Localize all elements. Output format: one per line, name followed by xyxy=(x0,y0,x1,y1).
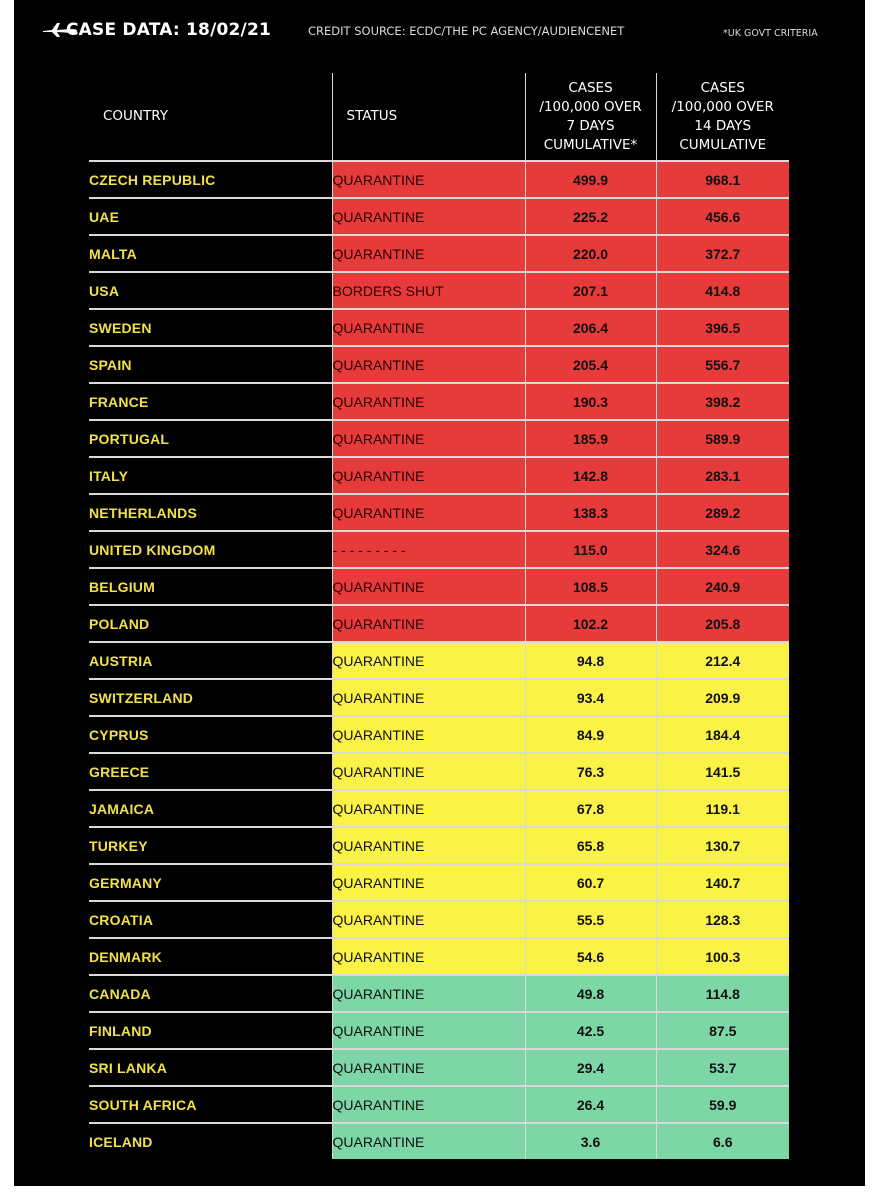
column-header-cases-7-days xyxy=(525,73,656,161)
header-line: CASES xyxy=(568,79,613,96)
cases-7-days-cell: 94.8 xyxy=(525,642,656,679)
cases-14-days-cell: 240.9 xyxy=(656,568,789,605)
column-header-cases-14-days xyxy=(656,73,789,161)
header-line: CUMULATIVE xyxy=(679,136,767,153)
table-row xyxy=(89,346,789,383)
cases-7-days-cell: 205.4 xyxy=(525,346,656,383)
cases-7-days-cell: 60.7 xyxy=(525,864,656,901)
status-cell: QUARANTINE xyxy=(332,346,525,383)
cases-7-days-cell: 29.4 xyxy=(525,1049,656,1086)
country-cell: UNITED KINGDOM xyxy=(89,531,332,568)
cases-7-days-cell: 190.3 xyxy=(525,383,656,420)
status-cell: QUARANTINE xyxy=(332,642,525,679)
cases-7-days-cell: 93.4 xyxy=(525,679,656,716)
cases-7-days-cell: 42.5 xyxy=(525,1012,656,1049)
credit-source: CREDIT SOURCE: ECDC/THE PC AGENCY/AUDIENCENET xyxy=(308,24,625,38)
table-row xyxy=(89,827,789,864)
country-cell: POLAND xyxy=(89,605,332,642)
table-row xyxy=(89,642,789,679)
table-row xyxy=(89,457,789,494)
country-cell: SWITZERLAND xyxy=(89,679,332,716)
status-cell: QUARANTINE xyxy=(332,790,525,827)
table-header-row xyxy=(89,73,789,161)
status-cell: QUARANTINE xyxy=(332,420,525,457)
country-cell: BELGIUM xyxy=(89,568,332,605)
cases-14-days-cell: 119.1 xyxy=(656,790,789,827)
table-row xyxy=(89,383,789,420)
cases-7-days-cell: 49.8 xyxy=(525,975,656,1012)
table-row xyxy=(89,531,789,568)
table-row xyxy=(89,790,789,827)
cases-14-days-cell: 87.5 xyxy=(656,1012,789,1049)
country-cell: SPAIN xyxy=(89,346,332,383)
cases-14-days-cell: 324.6 xyxy=(656,531,789,568)
table-row xyxy=(89,716,789,753)
status-cell: QUARANTINE xyxy=(332,1086,525,1123)
cases-7-days-cell: 207.1 xyxy=(525,272,656,309)
column-header-country: COUNTRY xyxy=(89,73,332,161)
country-cell: FINLAND xyxy=(89,1012,332,1049)
cases-14-days-cell: 589.9 xyxy=(656,420,789,457)
table-row xyxy=(89,235,789,272)
country-cell: SOUTH AFRICA xyxy=(89,1086,332,1123)
country-cell: AUSTRIA xyxy=(89,642,332,679)
cases-14-days-cell: 372.7 xyxy=(656,235,789,272)
cases-7-days-cell: 108.5 xyxy=(525,568,656,605)
cases-14-days-cell: 205.8 xyxy=(656,605,789,642)
country-cell: UAE xyxy=(89,198,332,235)
infographic-frame xyxy=(14,0,865,1186)
cases-7-days-cell: 76.3 xyxy=(525,753,656,790)
table-row xyxy=(89,272,789,309)
table-row xyxy=(89,568,789,605)
table-row xyxy=(89,605,789,642)
table-row xyxy=(89,494,789,531)
cases-7-days-cell: 115.0 xyxy=(525,531,656,568)
status-cell: QUARANTINE xyxy=(332,235,525,272)
status-cell: QUARANTINE xyxy=(332,457,525,494)
country-cell: TURKEY xyxy=(89,827,332,864)
status-cell: QUARANTINE xyxy=(332,938,525,975)
status-cell: QUARANTINE xyxy=(332,901,525,938)
status-cell: QUARANTINE xyxy=(332,494,525,531)
status-cell: QUARANTINE xyxy=(332,1049,525,1086)
header-line: 14 DAYS xyxy=(694,117,752,134)
cases-14-days-cell: 128.3 xyxy=(656,901,789,938)
header-line: 7 DAYS xyxy=(566,117,615,134)
status-cell: QUARANTINE xyxy=(332,198,525,235)
country-cell: SWEDEN xyxy=(89,309,332,346)
cases-14-days-cell: 100.3 xyxy=(656,938,789,975)
cases-14-days-cell: 396.5 xyxy=(656,309,789,346)
cases-14-days-cell: 456.6 xyxy=(656,198,789,235)
status-cell: QUARANTINE xyxy=(332,605,525,642)
country-cell: DENMARK xyxy=(89,938,332,975)
table-row xyxy=(89,1049,789,1086)
cases-7-days-cell: 65.8 xyxy=(525,827,656,864)
header-bar xyxy=(14,0,865,70)
cases-14-days-cell: 209.9 xyxy=(656,679,789,716)
status-cell: - - - - - - - - - xyxy=(332,531,525,568)
country-cell: FRANCE xyxy=(89,383,332,420)
status-cell: QUARANTINE xyxy=(332,753,525,790)
status-cell: QUARANTINE xyxy=(332,1123,525,1159)
table-row xyxy=(89,901,789,938)
column-header-status: STATUS xyxy=(332,73,525,161)
status-cell: QUARANTINE xyxy=(332,864,525,901)
cases-7-days-cell: 225.2 xyxy=(525,198,656,235)
status-cell: QUARANTINE xyxy=(332,975,525,1012)
cases-14-days-cell: 141.5 xyxy=(656,753,789,790)
status-cell: QUARANTINE xyxy=(332,827,525,864)
country-cell: USA xyxy=(89,272,332,309)
table-row xyxy=(89,753,789,790)
cases-14-days-cell: 6.6 xyxy=(656,1123,789,1159)
country-cell: PORTUGAL xyxy=(89,420,332,457)
table-body xyxy=(89,161,789,1159)
table-row xyxy=(89,1086,789,1123)
country-cell: ICELAND xyxy=(89,1123,332,1159)
cases-14-days-cell: 114.8 xyxy=(656,975,789,1012)
table-row xyxy=(89,161,789,198)
status-cell: QUARANTINE xyxy=(332,1012,525,1049)
header-line: /100,000 OVER xyxy=(671,98,774,115)
cases-7-days-cell: 3.6 xyxy=(525,1123,656,1159)
country-cell: CANADA xyxy=(89,975,332,1012)
cases-7-days-cell: 185.9 xyxy=(525,420,656,457)
status-cell: QUARANTINE xyxy=(332,716,525,753)
table-row xyxy=(89,864,789,901)
country-cell: CROATIA xyxy=(89,901,332,938)
country-cell: CYPRUS xyxy=(89,716,332,753)
country-cell: JAMAICA xyxy=(89,790,332,827)
cases-7-days-cell: 55.5 xyxy=(525,901,656,938)
country-cell: ITALY xyxy=(89,457,332,494)
table-row xyxy=(89,1012,789,1049)
table-row xyxy=(89,938,789,975)
cases-14-days-cell: 556.7 xyxy=(656,346,789,383)
cases-14-days-cell: 414.8 xyxy=(656,272,789,309)
cases-14-days-cell: 968.1 xyxy=(656,161,789,198)
cases-7-days-cell: 206.4 xyxy=(525,309,656,346)
cases-7-days-cell: 26.4 xyxy=(525,1086,656,1123)
table-row xyxy=(89,198,789,235)
cases-14-days-cell: 130.7 xyxy=(656,827,789,864)
cases-14-days-cell: 140.7 xyxy=(656,864,789,901)
header-line: CASES xyxy=(700,79,745,96)
cases-14-days-cell: 398.2 xyxy=(656,383,789,420)
case-data-table xyxy=(89,73,789,1159)
table-row xyxy=(89,1123,789,1159)
cases-7-days-cell: 142.8 xyxy=(525,457,656,494)
status-cell: QUARANTINE xyxy=(332,568,525,605)
country-cell: GREECE xyxy=(89,753,332,790)
table-row xyxy=(89,309,789,346)
header-line: CUMULATIVE* xyxy=(543,136,638,153)
cases-7-days-cell: 67.8 xyxy=(525,790,656,827)
cases-14-days-cell: 283.1 xyxy=(656,457,789,494)
cases-14-days-cell: 53.7 xyxy=(656,1049,789,1086)
cases-7-days-cell: 220.0 xyxy=(525,235,656,272)
cases-7-days-cell: 499.9 xyxy=(525,161,656,198)
country-cell: NETHERLANDS xyxy=(89,494,332,531)
cases-14-days-cell: 59.9 xyxy=(656,1086,789,1123)
cases-14-days-cell: 212.4 xyxy=(656,642,789,679)
country-cell: CZECH REPUBLIC xyxy=(89,161,332,198)
cases-7-days-cell: 138.3 xyxy=(525,494,656,531)
status-cell: QUARANTINE xyxy=(332,679,525,716)
cases-14-days-cell: 184.4 xyxy=(656,716,789,753)
table-row xyxy=(89,679,789,716)
cases-7-days-cell: 54.6 xyxy=(525,938,656,975)
country-cell: SRI LANKA xyxy=(89,1049,332,1086)
table-row xyxy=(89,975,789,1012)
criteria-note: *UK GOVT CRITERIA xyxy=(723,28,818,39)
status-cell: QUARANTINE xyxy=(332,309,525,346)
header-line: /100,000 OVER xyxy=(539,98,642,115)
country-cell: MALTA xyxy=(89,235,332,272)
cases-14-days-cell: 289.2 xyxy=(656,494,789,531)
page-title: CASE DATA: 18/02/21 xyxy=(66,20,272,40)
country-cell: GERMANY xyxy=(89,864,332,901)
cases-7-days-cell: 84.9 xyxy=(525,716,656,753)
status-cell: QUARANTINE xyxy=(332,161,525,198)
status-cell: QUARANTINE xyxy=(332,383,525,420)
table-row xyxy=(89,420,789,457)
status-cell: BORDERS SHUT xyxy=(332,272,525,309)
cases-7-days-cell: 102.2 xyxy=(525,605,656,642)
